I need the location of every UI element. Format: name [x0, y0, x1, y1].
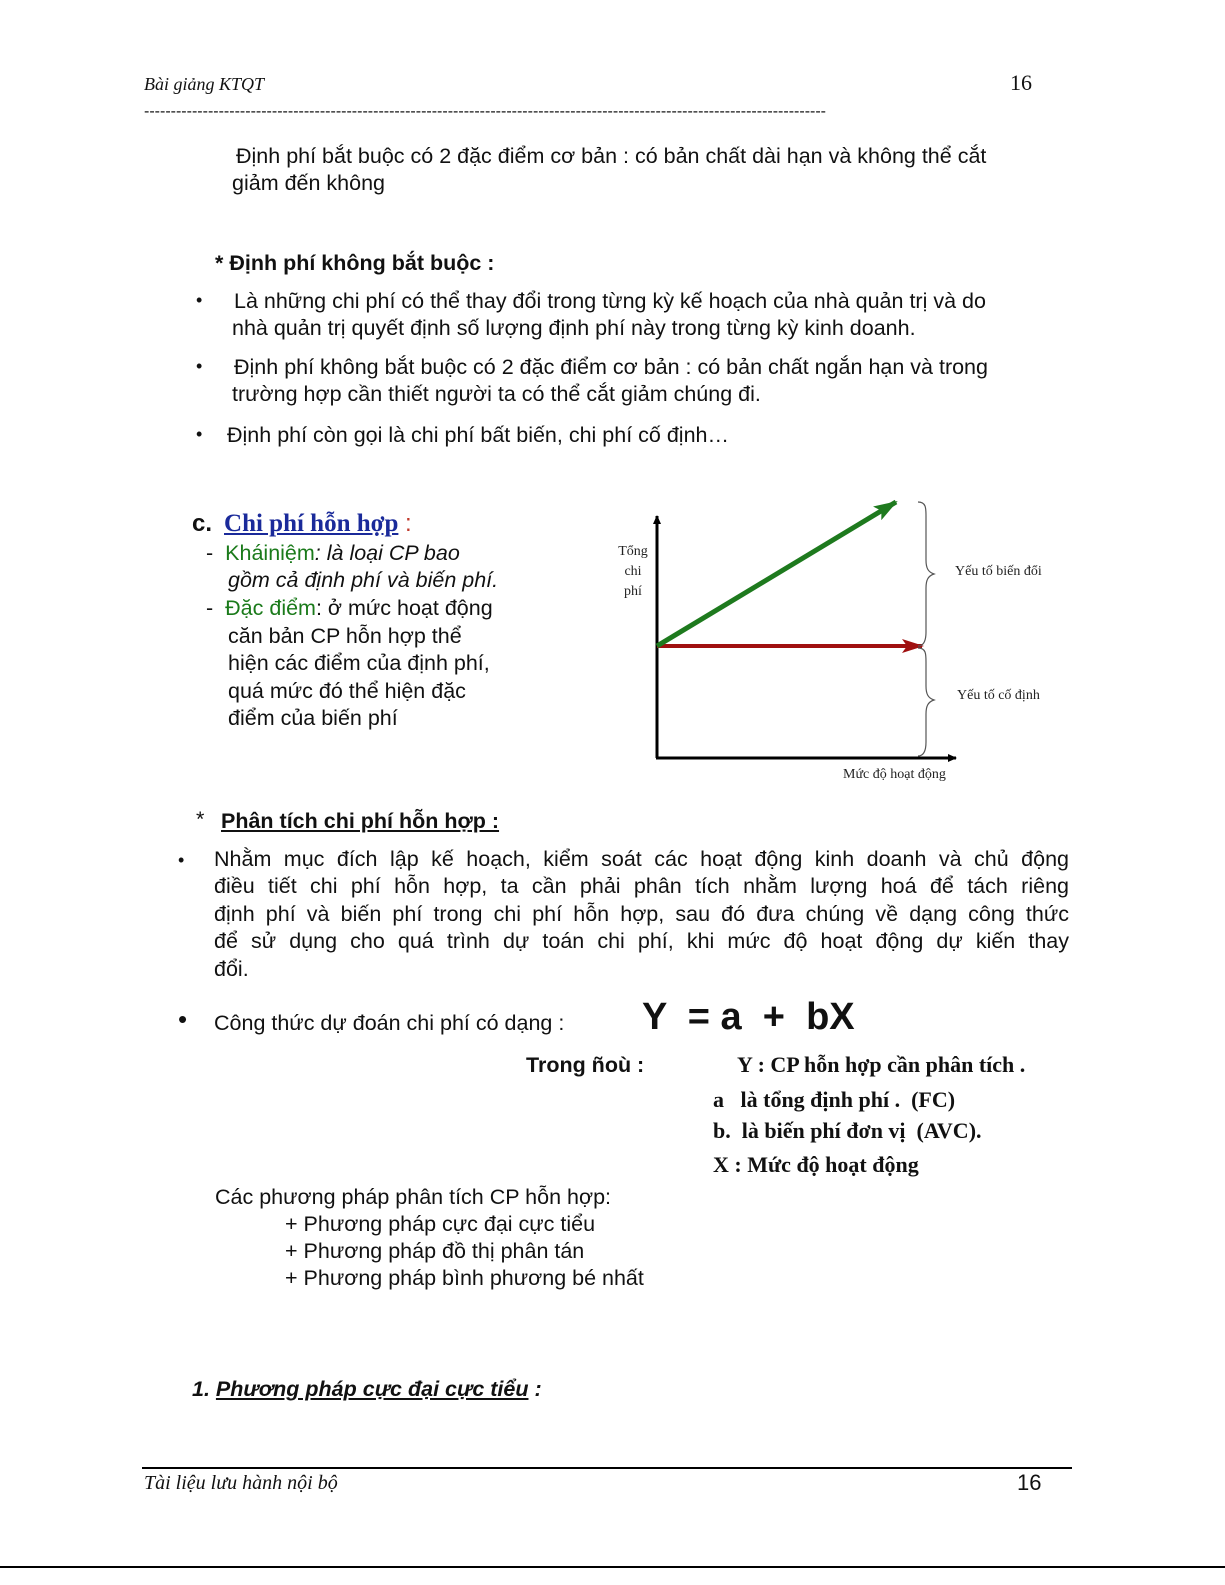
header-dash-rule: --------------------------------------------------------------------------------------------------------------------------------: [144, 103, 826, 120]
header-title: Bài giảng KTQT: [144, 74, 265, 94]
variable-brace: [918, 502, 934, 646]
footer-page-number: 16: [1017, 1470, 1042, 1495]
bullet-icon: •: [196, 424, 203, 444]
formula-where-label: Trong ñoù :: [526, 1053, 645, 1077]
dash: -: [206, 541, 214, 565]
mixed-cost-letter: c.: [192, 510, 213, 537]
formula-def-x: X : Mức độ hoạt động: [713, 1152, 919, 1177]
header-page-number: 16: [1010, 70, 1032, 95]
method-item-2: + Phương pháp đồ thị phân tán: [285, 1239, 585, 1263]
concept-text-1: : là loại CP bao: [314, 541, 460, 565]
feature-text-3: hiện các điểm của định phí,: [228, 651, 490, 675]
analysis-line-4: để sử dụng cho quá trình dự toán chi phí, khi mức độ hoạt động dự kiến thay: [214, 929, 1069, 953]
feature-text-2: căn bản CP hỗn hợp thể: [228, 624, 462, 648]
dash: -: [206, 596, 214, 620]
discretionary-bullet-1-line-2: nhà quản trị quyết định số lượng định phí này trong từng kỳ kinh doanh.: [232, 316, 916, 340]
intro-line-2: giảm đến không: [232, 171, 385, 195]
formula-def-a: a là tổng định phí . (FC): [713, 1087, 956, 1112]
bullet-icon: •: [178, 850, 185, 870]
bullet-icon: •: [196, 290, 203, 310]
analysis-line-2: điều tiết chi phí hỗn hợp, ta cần phải phân tích nhằm lượng hoá để tách riêng: [214, 874, 1069, 898]
footer-text: Tài liệu lưu hành nội bộ: [144, 1472, 338, 1494]
concept-text-2: gồm cả định phí và biến phí.: [228, 568, 499, 592]
analysis-line-1: Nhằm mục đích lập kế hoạch, kiểm soát các hoạt động kinh doanh và chủ động: [214, 847, 1069, 871]
bullet-icon: •: [178, 1004, 188, 1034]
feature-text-4: quá mức đó thể hiện đặc: [228, 679, 466, 703]
methods-intro: Các phương pháp phân tích CP hỗn hợp:: [215, 1185, 612, 1209]
section-1-title: Phương pháp cực đại cực tiểu: [215, 1377, 529, 1401]
discretionary-bullet-2-line-1: Định phí không bắt buộc có 2 đặc điểm cơ bản : có bản chất ngắn hạn và trong: [234, 355, 988, 379]
discretionary-bullet-2-line-2: trường hợp cần thiết người ta có thể cắt giảm chúng đi.: [232, 382, 761, 406]
variable-factor-label: Yếu tố biến đổi: [955, 564, 1042, 579]
fixed-brace: [918, 648, 934, 756]
analysis-star: *: [196, 807, 205, 831]
mixed-cost-title: Chi phí hỗn hợp: [224, 510, 399, 537]
total-cost-line: [657, 502, 896, 646]
feature-label: Đặc điểm: [225, 596, 316, 620]
bullet-icon: •: [196, 356, 203, 376]
intro-line-1: Định phí bắt buộc có 2 đặc điểm cơ bản : có bản chất dài hạn và không thể cắt: [236, 144, 987, 168]
x-axis-label: Mức độ hoạt động: [843, 767, 946, 782]
feature-text-1: : ở mức hoạt động: [315, 596, 493, 620]
section-1-heading: [192, 1376, 542, 1403]
formula-expression: Y = a + bX: [642, 996, 855, 1038]
formula-def-y: Y : CP hỗn hợp cần phân tích .: [737, 1052, 1026, 1077]
method-item-1: + Phương pháp cực đại cực tiểu: [285, 1212, 596, 1236]
mixed-cost-heading: [192, 510, 412, 538]
mixed-cost-chart: [600, 490, 1070, 800]
analysis-heading: Phân tích chi phí hỗn hợp :: [221, 809, 500, 833]
fixed-factor-label: Yếu tố cố định: [957, 688, 1040, 703]
mixed-cost-concept-line-1: [206, 540, 460, 567]
method-item-3: + Phương pháp bình phương bé nhất: [285, 1266, 644, 1290]
chart-svg: [600, 490, 1070, 800]
formula-def-b: b. là biến phí đơn vị (AVC).: [713, 1118, 982, 1143]
y-axis-label: Tổng chi phí: [618, 544, 648, 599]
formula-intro: Công thức dự đoán chi phí có dạng :: [214, 1011, 565, 1035]
discretionary-bullet-3: Định phí còn gọi là chi phí bất biến, chi phí cố định…: [227, 423, 729, 447]
section-1-number: 1.: [192, 1377, 210, 1401]
discretionary-heading: * Định phí không bắt buộc :: [215, 251, 495, 275]
page-bottom-edge: [0, 1566, 1225, 1568]
concept-label: Kháiniệm: [225, 541, 315, 565]
feature-text-5: điểm của biến phí: [228, 706, 398, 730]
section-1-colon: :: [528, 1377, 542, 1401]
discretionary-bullet-1-line-1: Là những chi phí có thể thay đổi trong từng kỳ kế hoạch của nhà quản trị và do: [234, 289, 986, 313]
mixed-cost-colon: :: [398, 510, 412, 537]
analysis-line-3: định phí và biến phí trong chi phí hỗn hợp, sau đó đưa chúng về dạng công thức: [214, 902, 1069, 926]
footer-rule: [142, 1467, 1072, 1469]
mixed-cost-feature-line-1: [206, 595, 493, 622]
analysis-line-5: đổi.: [214, 957, 249, 981]
